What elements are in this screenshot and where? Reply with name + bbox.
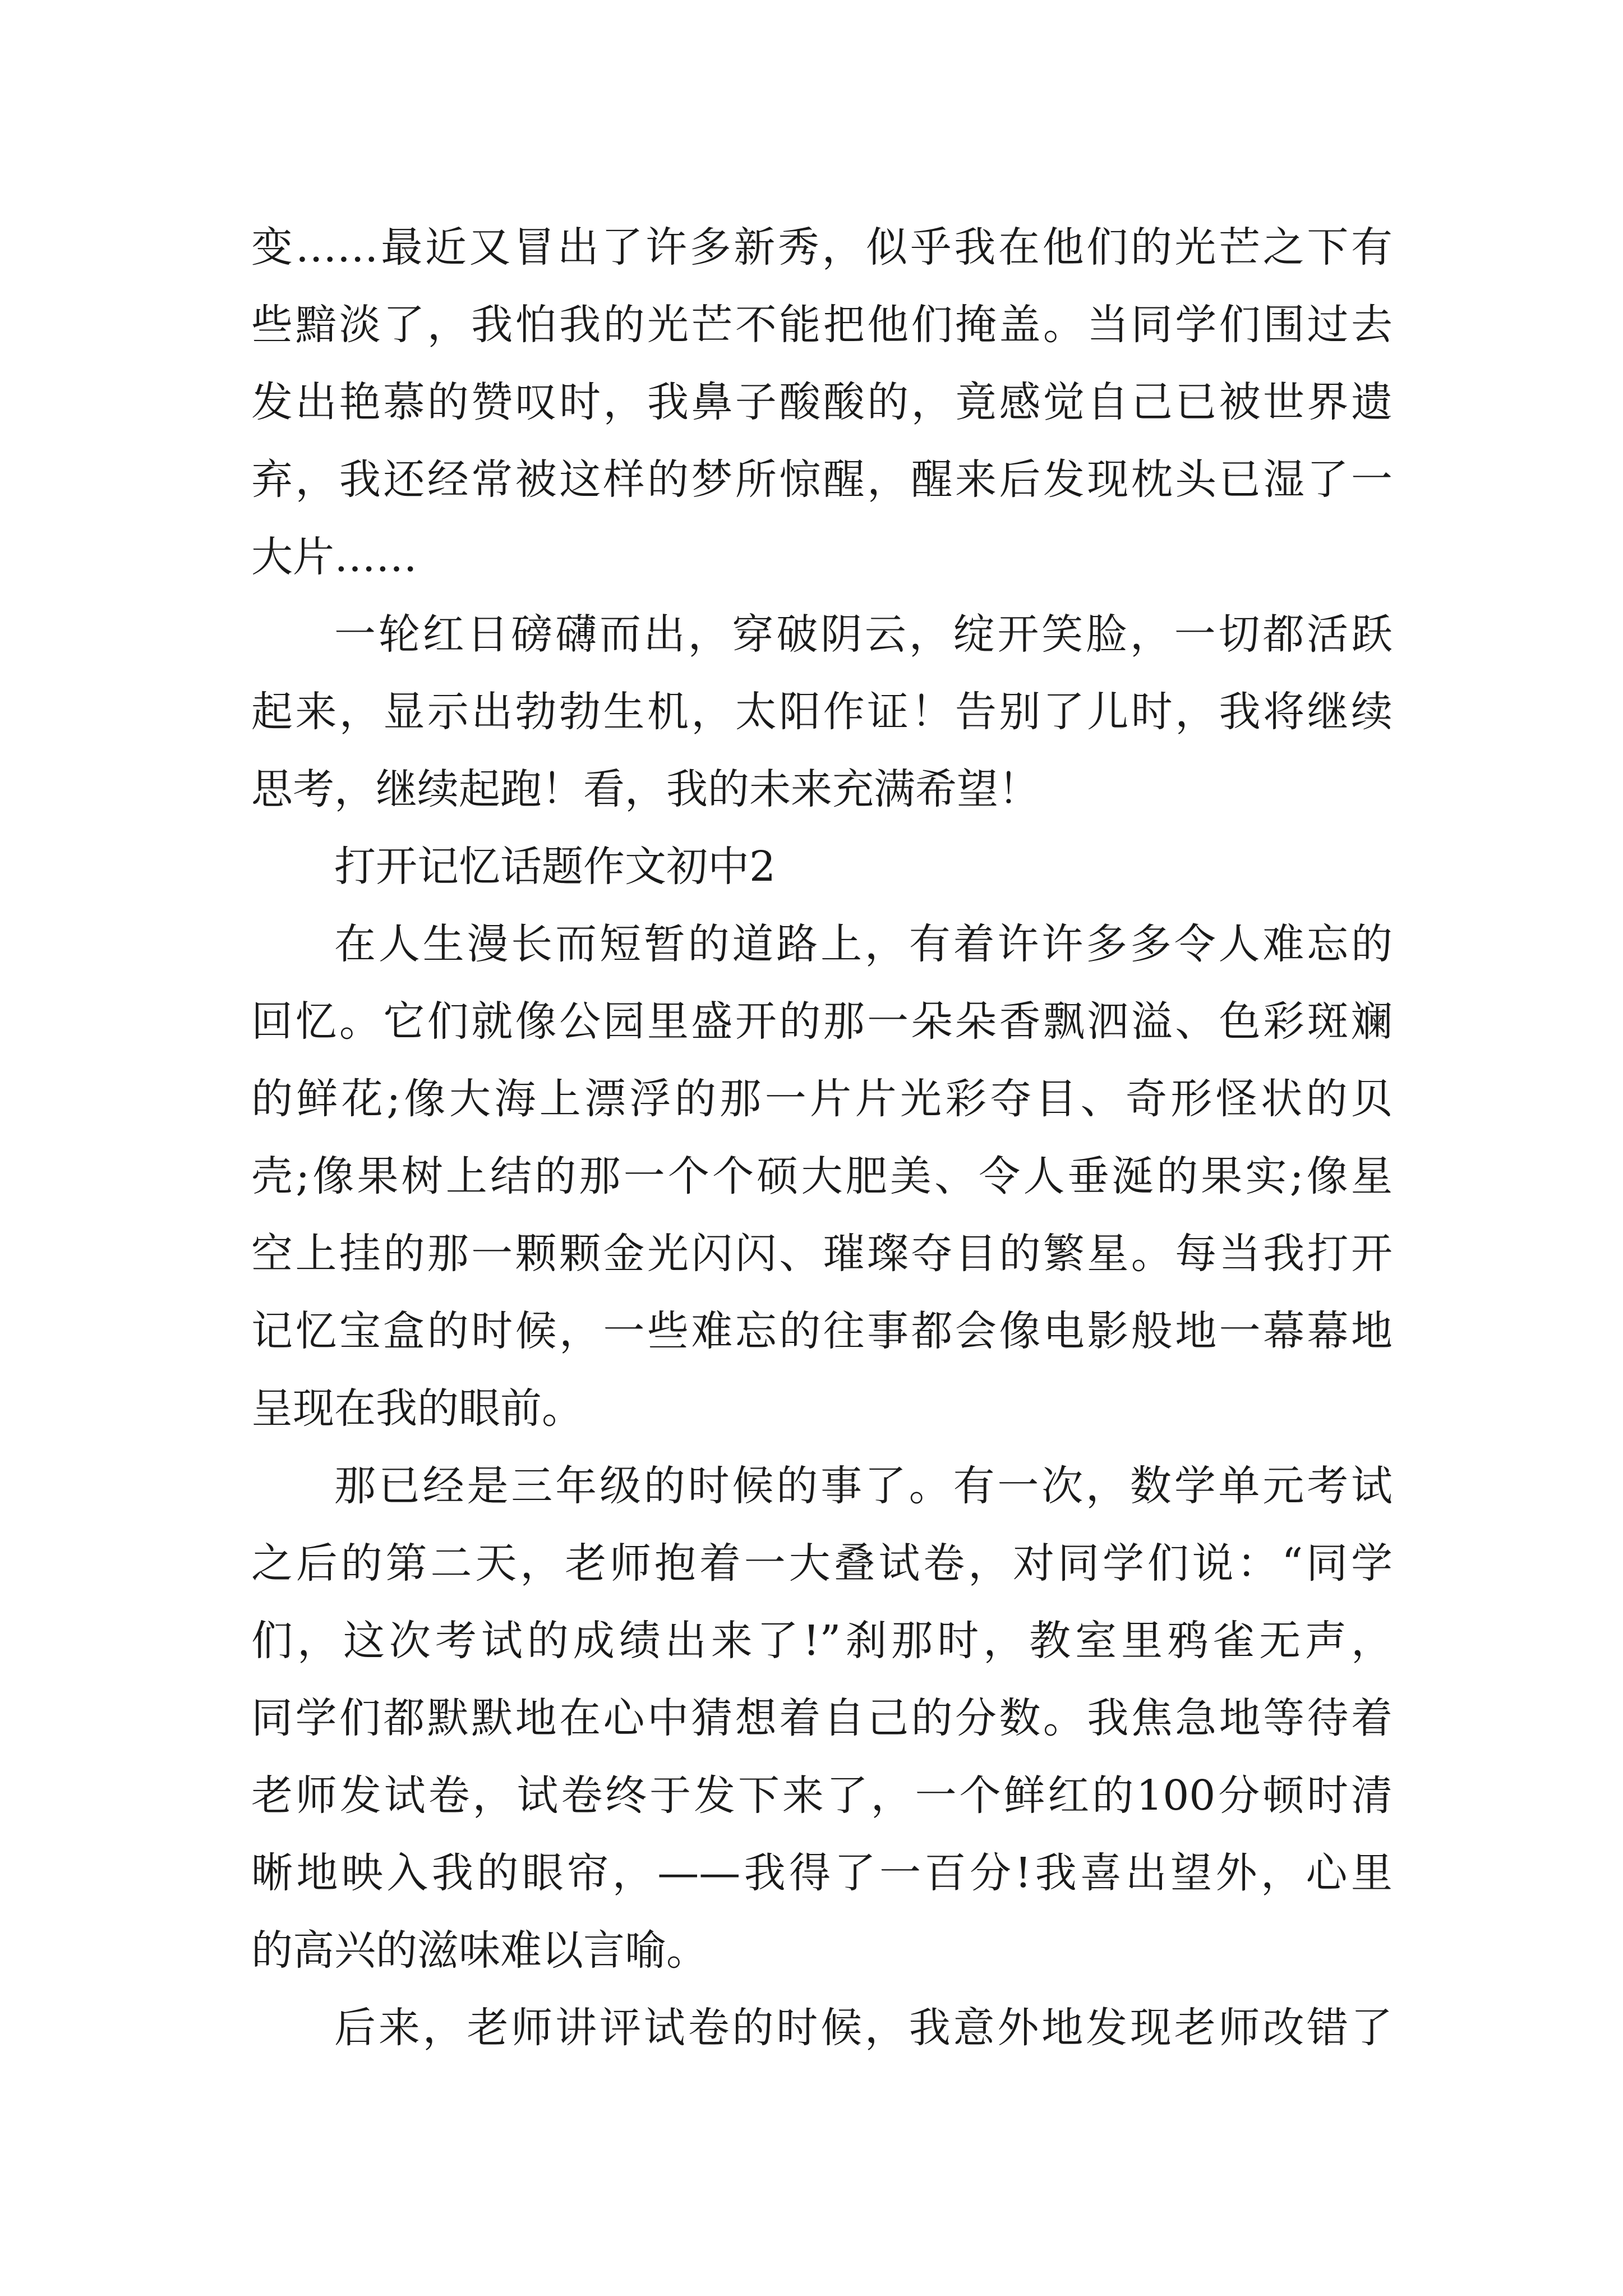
- paragraph-line: 起来，显示出勃勃生机，太阳作证！告别了儿时，我将继续: [251, 688, 1393, 736]
- paragraph-line: 同学们都默默地在心中猜想着自己的分数。我焦急地等待着: [251, 1694, 1393, 1742]
- paragraph-line: 们，这次考试的成绩出来了!”刹那时，教室里鸦雀无声，: [251, 1617, 1393, 1665]
- paragraph-line: 的高兴的滋味难以言喻。: [251, 1926, 708, 1975]
- paragraph-line: 之后的第二天，老师抱着一大叠试卷，对同学们说：“同学: [251, 1539, 1393, 1588]
- paragraph-line: 记忆宝盒的时候，一些难忘的往事都会像电影般地一幕幕地: [251, 1307, 1393, 1355]
- paragraph-line: 一轮红日磅礴而出，穿破阴云，绽开笑脸，一切都活跃: [334, 610, 1393, 659]
- paragraph-line: 回忆。它们就像公园里盛开的那一朵朵香飘泗溢、色彩斑斓: [251, 997, 1393, 1046]
- paragraph-line: 些黯淡了，我怕我的光芒不能把他们掩盖。当同学们围过去: [251, 301, 1393, 349]
- paragraph-line: 思考，继续起跑！看，我的未来充满希望！: [251, 765, 1040, 813]
- paragraph-line: 发出艳慕的赞叹时，我鼻子酸酸的，竟感觉自己已被世界遗: [251, 378, 1393, 426]
- paragraph-line: 在人生漫长而短暂的道路上，有着许许多多令人难忘的: [334, 920, 1393, 968]
- paragraph-line: 那已经是三年级的时候的事了。有一次，数学单元考试: [334, 1462, 1393, 1510]
- section-heading: 打开记忆话题作文初中2: [334, 843, 776, 891]
- paragraph-line: 空上挂的那一颗颗金光闪闪、璀璨夺目的繁星。每当我打开: [251, 1230, 1393, 1278]
- paragraph-line: 老师发试卷，试卷终于发下来了，一个鲜红的100分顿时清: [251, 1772, 1393, 1820]
- paragraph-line: 弃，我还经常被这样的梦所惊醒，醒来后发现枕头已湿了一: [251, 455, 1393, 504]
- paragraph-line: 的鲜花;像大海上漂浮的那一片片光彩夺目、奇形怪状的贝: [251, 1075, 1393, 1123]
- paragraph-line: 晰地映入我的眼帘，——我得了一百分!我喜出望外，心里: [251, 1849, 1393, 1897]
- paragraph-line: 呈现在我的眼前。: [251, 1384, 583, 1433]
- paragraph-line: 变……最近又冒出了许多新秀，似乎我在他们的光芒之下有: [251, 223, 1393, 272]
- document-body: [251, 209, 1393, 2067]
- paragraph-line: 后来，老师讲评试卷的时候，我意外地发现老师改错了: [334, 2004, 1393, 2052]
- paragraph-line: 壳;像果树上结的那一个个硕大肥美、令人垂涎的果实;像星: [251, 1152, 1393, 1200]
- paragraph-line: 大片……: [251, 533, 417, 581]
